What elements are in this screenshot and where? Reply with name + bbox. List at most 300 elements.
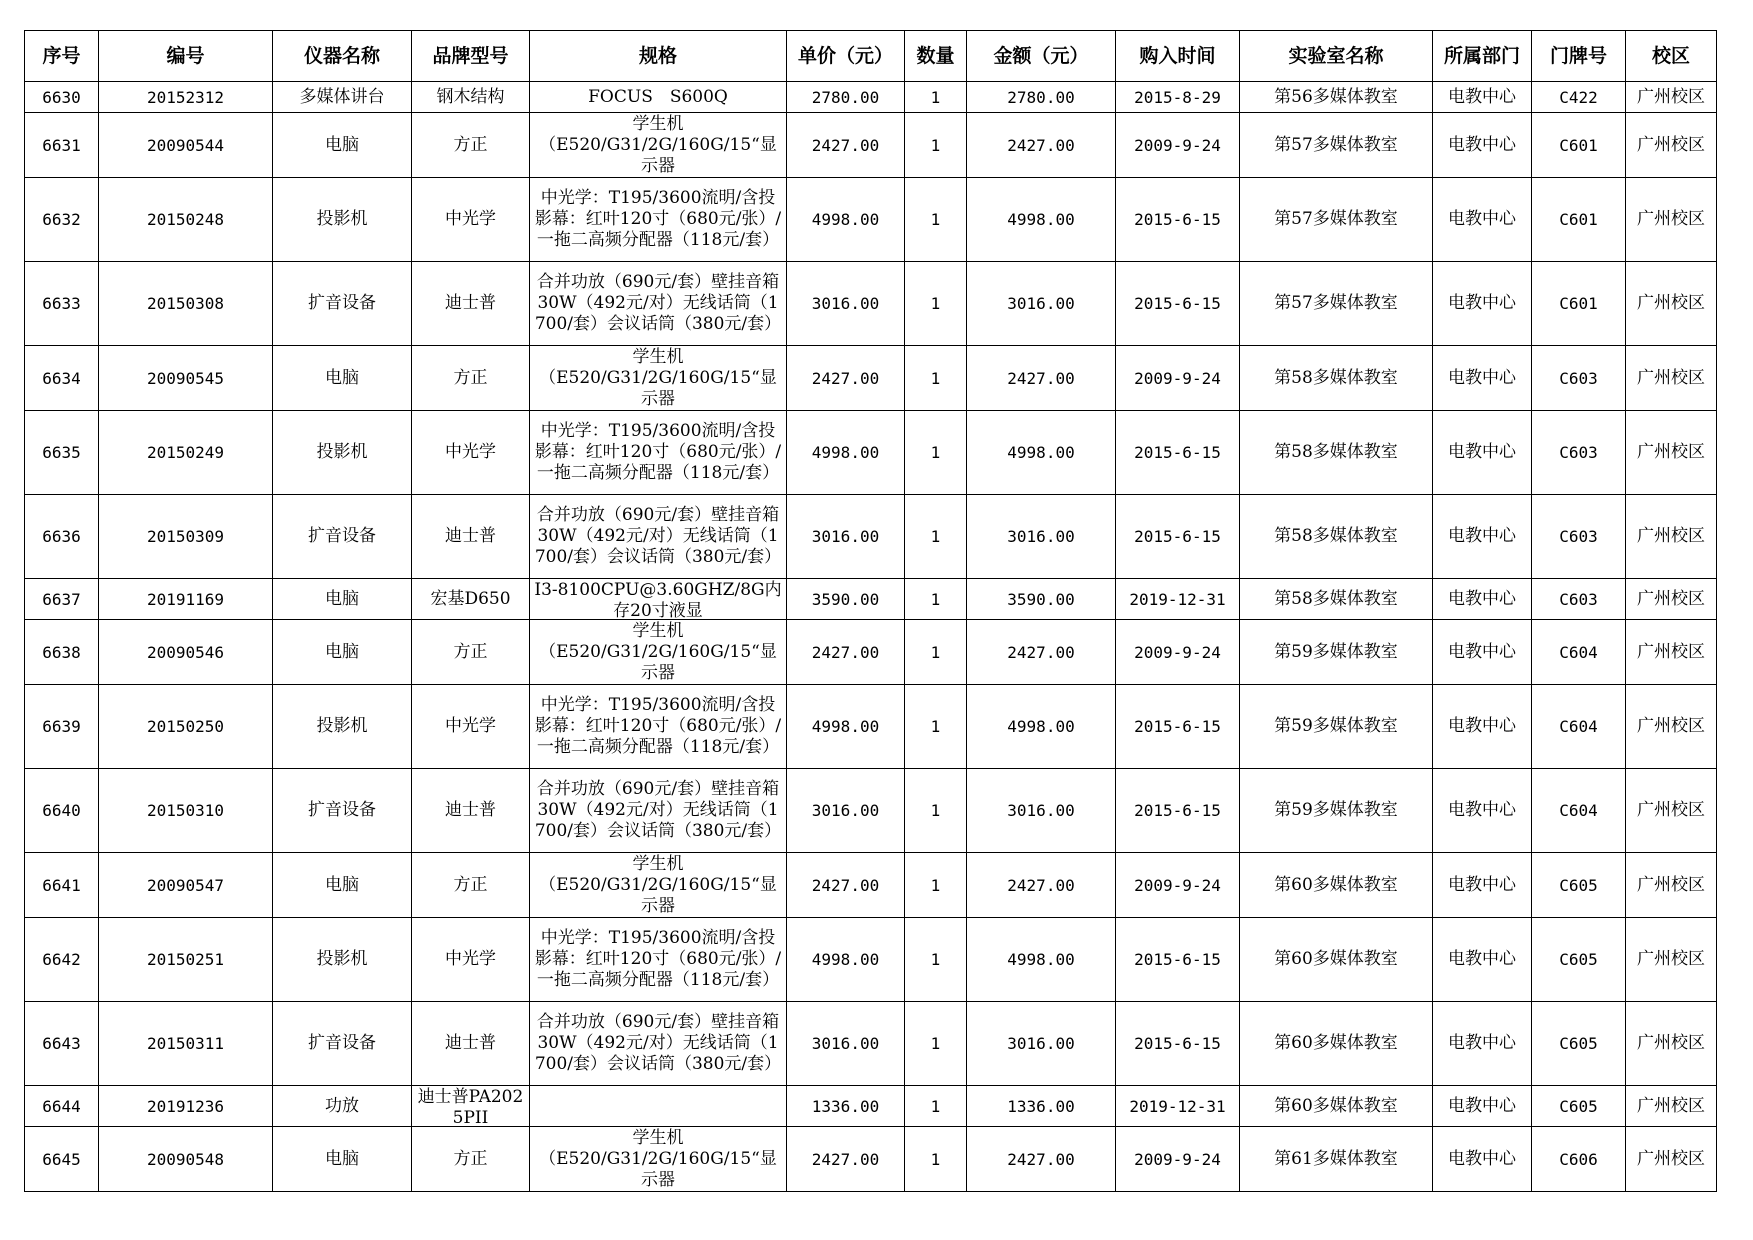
cell-seq [25, 411, 99, 495]
cell-qty-text: 1 [930, 717, 941, 736]
cell-campus [1626, 579, 1717, 620]
cell-door [1532, 82, 1626, 113]
cell-amount [967, 1127, 1116, 1192]
cell-code [99, 411, 273, 495]
cell-campus [1626, 769, 1717, 853]
cell-price [787, 113, 905, 178]
cell-spec-text: FOCUS S600Q [588, 86, 728, 107]
cell-seq-text: 6633 [42, 294, 81, 313]
cell-brand [412, 918, 530, 1002]
equipment-table [24, 30, 1717, 1192]
cell-qty-text: 1 [930, 1149, 941, 1169]
cell-door-text: C601 [1559, 135, 1598, 155]
cell-brand [412, 1002, 530, 1086]
cell-door-text: C603 [1559, 589, 1598, 609]
cell-lab-text: 第59多媒体教室 [1274, 641, 1398, 662]
cell-qty [905, 262, 967, 346]
cell-door [1532, 1002, 1626, 1086]
cell-name-text: 扩音设备 [308, 1033, 376, 1053]
cell-campus-text: 广州校区 [1637, 588, 1705, 609]
cell-price-text: 4998.00 [811, 950, 880, 969]
cell-price [787, 178, 905, 262]
cell-amount [967, 262, 1116, 346]
cell-price [787, 918, 905, 1002]
cell-price [787, 411, 905, 495]
cell-amount [967, 1002, 1116, 1086]
cell-door [1532, 346, 1626, 411]
cell-amount-text: 3016.00 [1007, 1034, 1075, 1053]
cell-code [99, 579, 273, 620]
cell-name-text: 扩音设备 [308, 293, 376, 313]
cell-date-text: 2015-8-29 [1134, 87, 1221, 107]
cell-brand [412, 82, 530, 113]
cell-code-text: 20150251 [146, 950, 225, 969]
cell-name [273, 853, 412, 918]
cell-spec [530, 1086, 787, 1127]
cell-name-text: 电脑 [325, 588, 359, 609]
header-door: 门牌号 [1532, 31, 1626, 82]
cell-qty-text: 1 [930, 87, 941, 107]
cell-amount-text: 4998.00 [1007, 210, 1075, 229]
cell-name-text: 电脑 [325, 641, 359, 662]
cell-lab-text: 第56多媒体教室 [1274, 86, 1398, 107]
cell-name-text: 功放 [325, 1095, 359, 1116]
table-row [25, 853, 1717, 918]
cell-door-text: C606 [1559, 1149, 1598, 1169]
cell-seq [25, 1002, 99, 1086]
cell-spec-text: I3-8100CPU@3.60GHZ/8G内存20寸液显 [534, 579, 782, 619]
header-campus: 校区 [1626, 31, 1717, 82]
cell-qty-text: 1 [930, 642, 941, 662]
header-name: 仪器名称 [273, 31, 412, 82]
cell-qty [905, 1086, 967, 1127]
cell-dept [1433, 495, 1532, 579]
cell-lab-text: 第61多媒体教室 [1274, 1148, 1398, 1169]
cell-dept-text: 电教中心 [1448, 134, 1516, 155]
cell-door [1532, 620, 1626, 685]
cell-amount-text: 4998.00 [1007, 443, 1075, 462]
cell-date [1116, 113, 1240, 178]
cell-code [99, 1086, 273, 1127]
cell-date [1116, 1086, 1240, 1127]
cell-code [99, 346, 273, 411]
cell-door-text: C603 [1559, 368, 1598, 388]
cell-brand [412, 1127, 530, 1192]
cell-lab [1240, 82, 1433, 113]
cell-date [1116, 1002, 1240, 1086]
cell-date-text: 2015-6-15 [1134, 801, 1221, 820]
cell-lab [1240, 853, 1433, 918]
cell-campus [1626, 1127, 1717, 1192]
cell-brand [412, 178, 530, 262]
cell-date-text: 2015-6-15 [1134, 717, 1221, 736]
cell-seq-text: 6640 [42, 801, 81, 820]
cell-price [787, 262, 905, 346]
cell-lab [1240, 685, 1433, 769]
cell-seq-text: 6639 [42, 717, 81, 736]
cell-name-text: 投影机 [316, 716, 368, 736]
cell-seq-text: 6641 [42, 875, 81, 895]
cell-brand [412, 411, 530, 495]
cell-amount-text: 3016.00 [1007, 294, 1075, 313]
cell-price [787, 1086, 905, 1127]
cell-lab [1240, 1002, 1433, 1086]
cell-spec [530, 918, 787, 1002]
cell-amount [967, 495, 1116, 579]
cell-campus [1626, 685, 1717, 769]
cell-brand-text: 方正 [453, 367, 488, 388]
cell-name-text: 投影机 [316, 442, 368, 462]
cell-campus [1626, 82, 1717, 113]
cell-price-text: 2427.00 [811, 875, 880, 895]
cell-amount-text: 3590.00 [1007, 589, 1075, 609]
cell-code [99, 262, 273, 346]
cell-door [1532, 685, 1626, 769]
cell-door [1532, 178, 1626, 262]
cell-name [273, 918, 412, 1002]
cell-spec [530, 346, 787, 411]
cell-price [787, 495, 905, 579]
cell-qty [905, 82, 967, 113]
cell-lab-text: 第60多媒体教室 [1274, 1095, 1398, 1116]
cell-campus [1626, 620, 1717, 685]
header-price: 单价（元） [787, 31, 905, 82]
cell-price-text: 2427.00 [811, 642, 880, 662]
cell-code-text: 20090545 [146, 368, 225, 388]
cell-seq [25, 82, 99, 113]
cell-seq [25, 346, 99, 411]
cell-campus-text: 广州校区 [1637, 874, 1705, 895]
table-row [25, 620, 1717, 685]
cell-price-text: 3016.00 [811, 801, 880, 820]
cell-qty-text: 1 [930, 1034, 941, 1053]
cell-spec-text: 学生机 （E520/G31/2G/160G/15“显示器 [539, 853, 777, 916]
cell-qty [905, 113, 967, 178]
cell-door-text: C605 [1559, 875, 1598, 895]
cell-dept-text: 电教中心 [1448, 588, 1516, 609]
cell-name [273, 1086, 412, 1127]
cell-campus-text: 广州校区 [1637, 716, 1705, 736]
cell-amount-text: 1336.00 [1007, 1096, 1075, 1116]
cell-amount [967, 113, 1116, 178]
cell-seq [25, 853, 99, 918]
cell-code [99, 685, 273, 769]
cell-code-text: 20191169 [146, 589, 225, 609]
cell-price-text: 3590.00 [811, 589, 880, 609]
cell-brand [412, 685, 530, 769]
cell-seq [25, 769, 99, 853]
cell-amount [967, 918, 1116, 1002]
cell-name [273, 769, 412, 853]
cell-qty [905, 853, 967, 918]
cell-spec-text: 合并功放（690元/套）壁挂音箱30W（492元/对）无线话筒（1700/套）会议话筒（380元/套） [534, 505, 782, 567]
cell-seq-text: 6634 [42, 368, 81, 388]
cell-brand [412, 262, 530, 346]
cell-seq [25, 262, 99, 346]
cell-name-text: 电脑 [325, 874, 359, 895]
table-row [25, 113, 1717, 178]
cell-spec-text: 中光学：T195/3600流明/含投影幕：红叶120寸（680元/张）/一拖二高频分配器（118元/套） [534, 928, 782, 990]
cell-brand-text: 宏基D650 [430, 588, 511, 609]
cell-date-text: 2009-9-24 [1134, 642, 1221, 662]
cell-door [1532, 495, 1626, 579]
cell-code-text: 20150311 [146, 1034, 225, 1053]
cell-amount-text: 2427.00 [1007, 642, 1075, 662]
cell-qty [905, 411, 967, 495]
cell-seq [25, 113, 99, 178]
cell-spec [530, 495, 787, 579]
cell-price [787, 853, 905, 918]
table-row [25, 918, 1717, 1002]
cell-campus [1626, 1086, 1717, 1127]
cell-spec [530, 262, 787, 346]
cell-name-text: 多媒体讲台 [299, 86, 385, 107]
cell-dept [1433, 262, 1532, 346]
cell-spec-text: 学生机 （E520/G31/2G/160G/15“显示器 [539, 113, 777, 176]
cell-campus [1626, 1002, 1717, 1086]
cell-date-text: 2015-6-15 [1134, 1034, 1221, 1053]
cell-code-text: 20191236 [146, 1096, 225, 1116]
cell-lab-text: 第60多媒体教室 [1274, 949, 1398, 969]
cell-code-text: 20150250 [146, 717, 225, 736]
cell-dept [1433, 853, 1532, 918]
cell-code-text: 20090548 [146, 1149, 225, 1169]
cell-dept-text: 电教中心 [1448, 209, 1516, 229]
header-code: 编号 [99, 31, 273, 82]
cell-amount-text: 2780.00 [1007, 87, 1075, 107]
cell-code [99, 178, 273, 262]
header-spec: 规格 [530, 31, 787, 82]
cell-qty-text: 1 [930, 368, 941, 388]
cell-name [273, 178, 412, 262]
cell-name-text: 扩音设备 [308, 526, 376, 546]
cell-amount-text: 2427.00 [1007, 135, 1075, 155]
cell-name [273, 113, 412, 178]
cell-door [1532, 579, 1626, 620]
cell-date [1116, 178, 1240, 262]
cell-brand [412, 853, 530, 918]
cell-amount [967, 411, 1116, 495]
cell-seq-text: 6637 [42, 589, 81, 609]
cell-date-text: 2015-6-15 [1134, 443, 1221, 462]
cell-spec [530, 769, 787, 853]
cell-code [99, 769, 273, 853]
cell-dept-text: 电教中心 [1448, 800, 1516, 820]
cell-date [1116, 262, 1240, 346]
cell-door [1532, 769, 1626, 853]
cell-lab-text: 第57多媒体教室 [1274, 293, 1398, 313]
cell-date [1116, 82, 1240, 113]
cell-lab-text: 第58多媒体教室 [1274, 367, 1398, 388]
cell-brand-text: 迪士普 [445, 1033, 496, 1053]
cell-door-text: C604 [1559, 642, 1598, 662]
cell-code-text: 20090547 [146, 875, 225, 895]
cell-campus [1626, 495, 1717, 579]
cell-dept-text: 电教中心 [1448, 293, 1516, 313]
cell-door-text: C603 [1559, 527, 1598, 546]
cell-lab [1240, 769, 1433, 853]
cell-name [273, 1127, 412, 1192]
cell-spec [530, 853, 787, 918]
cell-price-text: 2427.00 [811, 368, 880, 388]
cell-spec [530, 1127, 787, 1192]
cell-code [99, 918, 273, 1002]
cell-seq-text: 6643 [42, 1034, 81, 1053]
cell-amount [967, 82, 1116, 113]
cell-brand [412, 113, 530, 178]
cell-campus [1626, 262, 1717, 346]
cell-campus-text: 广州校区 [1637, 367, 1705, 388]
cell-campus-text: 广州校区 [1637, 949, 1705, 969]
cell-date-text: 2015-6-15 [1134, 210, 1221, 229]
cell-campus [1626, 853, 1717, 918]
header-dept: 所属部门 [1433, 31, 1532, 82]
cell-code-text: 20090544 [146, 135, 225, 155]
cell-seq [25, 579, 99, 620]
cell-brand-text: 钢木结构 [436, 86, 505, 107]
cell-amount-text: 2427.00 [1007, 1149, 1075, 1169]
cell-seq-text: 6632 [42, 210, 81, 229]
cell-name [273, 620, 412, 685]
cell-dept-text: 电教中心 [1448, 442, 1516, 462]
table-row [25, 178, 1717, 262]
cell-name [273, 495, 412, 579]
cell-brand-text: 方正 [453, 134, 488, 155]
cell-brand-text: 迪士普 [445, 293, 496, 313]
cell-date [1116, 918, 1240, 1002]
cell-amount [967, 1086, 1116, 1127]
cell-brand [412, 769, 530, 853]
cell-qty [905, 579, 967, 620]
cell-brand-text: 迪士普 [445, 526, 496, 546]
cell-code [99, 113, 273, 178]
cell-date-text: 2015-6-15 [1134, 950, 1221, 969]
cell-spec [530, 178, 787, 262]
cell-spec [530, 620, 787, 685]
table-row [25, 1127, 1717, 1192]
cell-dept-text: 电教中心 [1448, 367, 1516, 388]
cell-spec [530, 82, 787, 113]
table-row [25, 411, 1717, 495]
header-brand: 品牌型号 [412, 31, 530, 82]
cell-price-text: 3016.00 [811, 527, 880, 546]
cell-door [1532, 411, 1626, 495]
cell-name [273, 1002, 412, 1086]
header-seq: 序号 [25, 31, 99, 82]
cell-spec-text: 合并功放（690元/套）壁挂音箱30W（492元/对）无线话筒（1700/套）会议话筒（380元/套） [534, 779, 782, 841]
cell-price-text: 2427.00 [811, 135, 880, 155]
cell-door-text: C605 [1559, 1034, 1598, 1053]
cell-date [1116, 411, 1240, 495]
cell-spec-text: 中光学：T195/3600流明/含投影幕：红叶120寸（680元/张）/一拖二高频分配器（118元/套） [534, 188, 782, 250]
cell-door-text: C601 [1559, 210, 1598, 229]
cell-lab [1240, 579, 1433, 620]
cell-price [787, 1127, 905, 1192]
cell-qty [905, 769, 967, 853]
cell-door-text: C601 [1559, 294, 1598, 313]
cell-seq [25, 1127, 99, 1192]
cell-dept [1433, 178, 1532, 262]
cell-dept [1433, 685, 1532, 769]
table-body [25, 82, 1717, 1192]
cell-date-text: 2009-9-24 [1134, 135, 1221, 155]
cell-lab [1240, 178, 1433, 262]
cell-door-text: C605 [1559, 950, 1598, 969]
cell-date-text: 2019-12-31 [1129, 1096, 1226, 1116]
cell-qty-text: 1 [930, 135, 941, 155]
cell-price-text: 4998.00 [811, 210, 880, 229]
cell-lab-text: 第60多媒体教室 [1274, 1033, 1398, 1053]
cell-qty [905, 1002, 967, 1086]
cell-price-text: 4998.00 [811, 717, 880, 736]
cell-dept [1433, 82, 1532, 113]
cell-door [1532, 1127, 1626, 1192]
cell-qty-text: 1 [930, 801, 941, 820]
cell-price [787, 620, 905, 685]
cell-dept-text: 电教中心 [1448, 1148, 1516, 1169]
cell-door-text: C603 [1559, 443, 1598, 462]
cell-qty-text: 1 [930, 527, 941, 546]
cell-seq-text: 6631 [42, 135, 81, 155]
cell-price-text: 2780.00 [811, 87, 880, 107]
cell-campus [1626, 346, 1717, 411]
cell-seq-text: 6644 [42, 1096, 81, 1116]
cell-amount [967, 579, 1116, 620]
cell-qty [905, 495, 967, 579]
cell-code [99, 495, 273, 579]
cell-date [1116, 769, 1240, 853]
cell-code [99, 620, 273, 685]
cell-dept [1433, 346, 1532, 411]
cell-campus [1626, 113, 1717, 178]
cell-code-text: 20150249 [146, 443, 225, 462]
cell-lab [1240, 262, 1433, 346]
cell-name [273, 346, 412, 411]
cell-door [1532, 918, 1626, 1002]
cell-spec-text: 合并功放（690元/套）壁挂音箱30W（492元/对）无线话筒（1700/套）会议话筒（380元/套） [534, 1012, 782, 1074]
cell-lab-text: 第59多媒体教室 [1274, 716, 1398, 736]
cell-qty-text: 1 [930, 1096, 941, 1116]
cell-lab-text: 第58多媒体教室 [1274, 588, 1398, 609]
cell-lab [1240, 113, 1433, 178]
cell-dept [1433, 620, 1532, 685]
cell-qty-text: 1 [930, 443, 941, 462]
table-row [25, 82, 1717, 113]
cell-name-text: 扩音设备 [308, 800, 376, 820]
cell-price [787, 346, 905, 411]
header-qty: 数量 [905, 31, 967, 82]
cell-lab [1240, 1086, 1433, 1127]
cell-qty [905, 620, 967, 685]
cell-door-text: C422 [1559, 87, 1598, 107]
cell-lab-text: 第58多媒体教室 [1274, 526, 1398, 546]
cell-dept [1433, 579, 1532, 620]
cell-campus-text: 广州校区 [1637, 209, 1705, 229]
cell-dept [1433, 113, 1532, 178]
cell-name [273, 579, 412, 620]
cell-qty [905, 178, 967, 262]
cell-price [787, 579, 905, 620]
table-row [25, 495, 1717, 579]
cell-code-text: 20150248 [146, 210, 225, 229]
cell-spec [530, 685, 787, 769]
cell-seq-text: 6642 [42, 950, 81, 969]
cell-campus-text: 广州校区 [1637, 641, 1705, 662]
cell-name-text: 投影机 [316, 209, 368, 229]
cell-lab [1240, 495, 1433, 579]
cell-date [1116, 1127, 1240, 1192]
cell-brand-text: 中光学 [445, 716, 496, 736]
